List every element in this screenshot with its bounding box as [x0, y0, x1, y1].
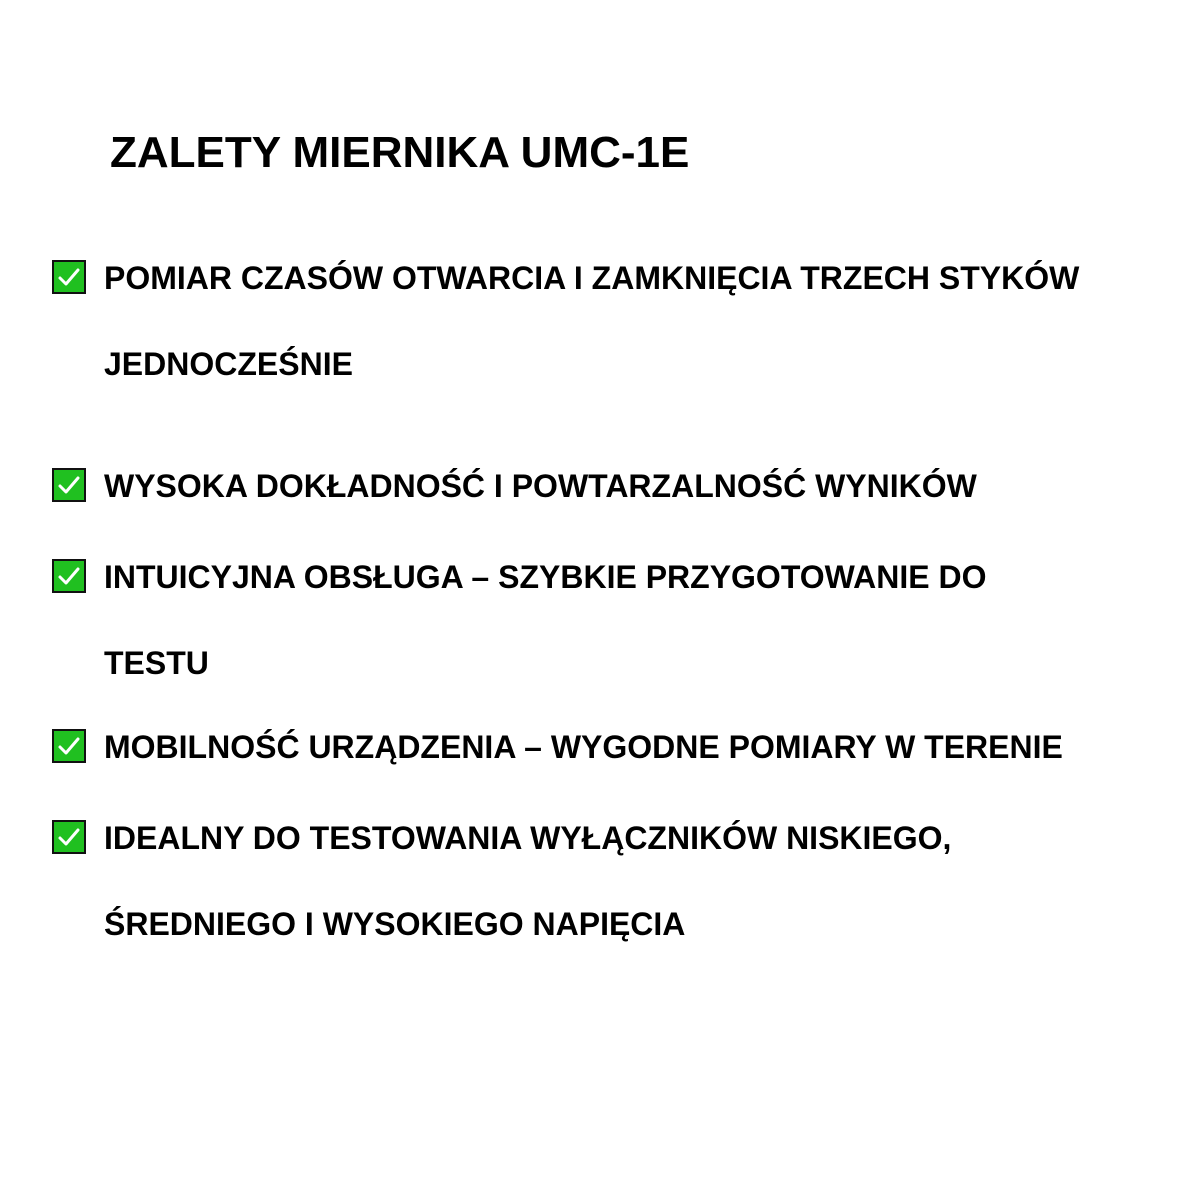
check-mark-icon: [52, 729, 86, 763]
page-title: ZALETY MIERNIKA UMC-1E: [110, 128, 690, 177]
check-mark-icon: [52, 559, 86, 593]
benefit-text-line-2: ŚREDNIEGO I WYSOKIEGO NAPIĘCIA: [104, 906, 686, 942]
check-mark-icon: [52, 468, 86, 502]
benefit-text-line-2: TESTU: [104, 645, 209, 681]
check-mark-icon: [52, 260, 86, 294]
benefit-text-line-2: JEDNOCZEŚNIE: [104, 346, 353, 382]
benefit-text-line-1: IDEALNY DO TESTOWANIA WYŁĄCZNIKÓW NISKIEGO,: [104, 820, 952, 856]
benefit-text-line-1: POMIAR CZASÓW OTWARCIA I ZAMKNIĘCIA TRZECH STYKÓW: [104, 260, 1080, 296]
benefit-text-line-1: MOBILNOŚĆ URZĄDZENIA – WYGODNE POMIARY W TERENIE: [104, 729, 1063, 765]
benefit-text-line-1: INTUICYJNA OBSŁUGA – SZYBKIE PRZYGOTOWANIE DO: [104, 559, 987, 595]
benefit-text-line-1: WYSOKA DOKŁADNOŚĆ I POWTARZALNOŚĆ WYNIKÓW: [104, 468, 977, 504]
check-mark-icon: [52, 820, 86, 854]
